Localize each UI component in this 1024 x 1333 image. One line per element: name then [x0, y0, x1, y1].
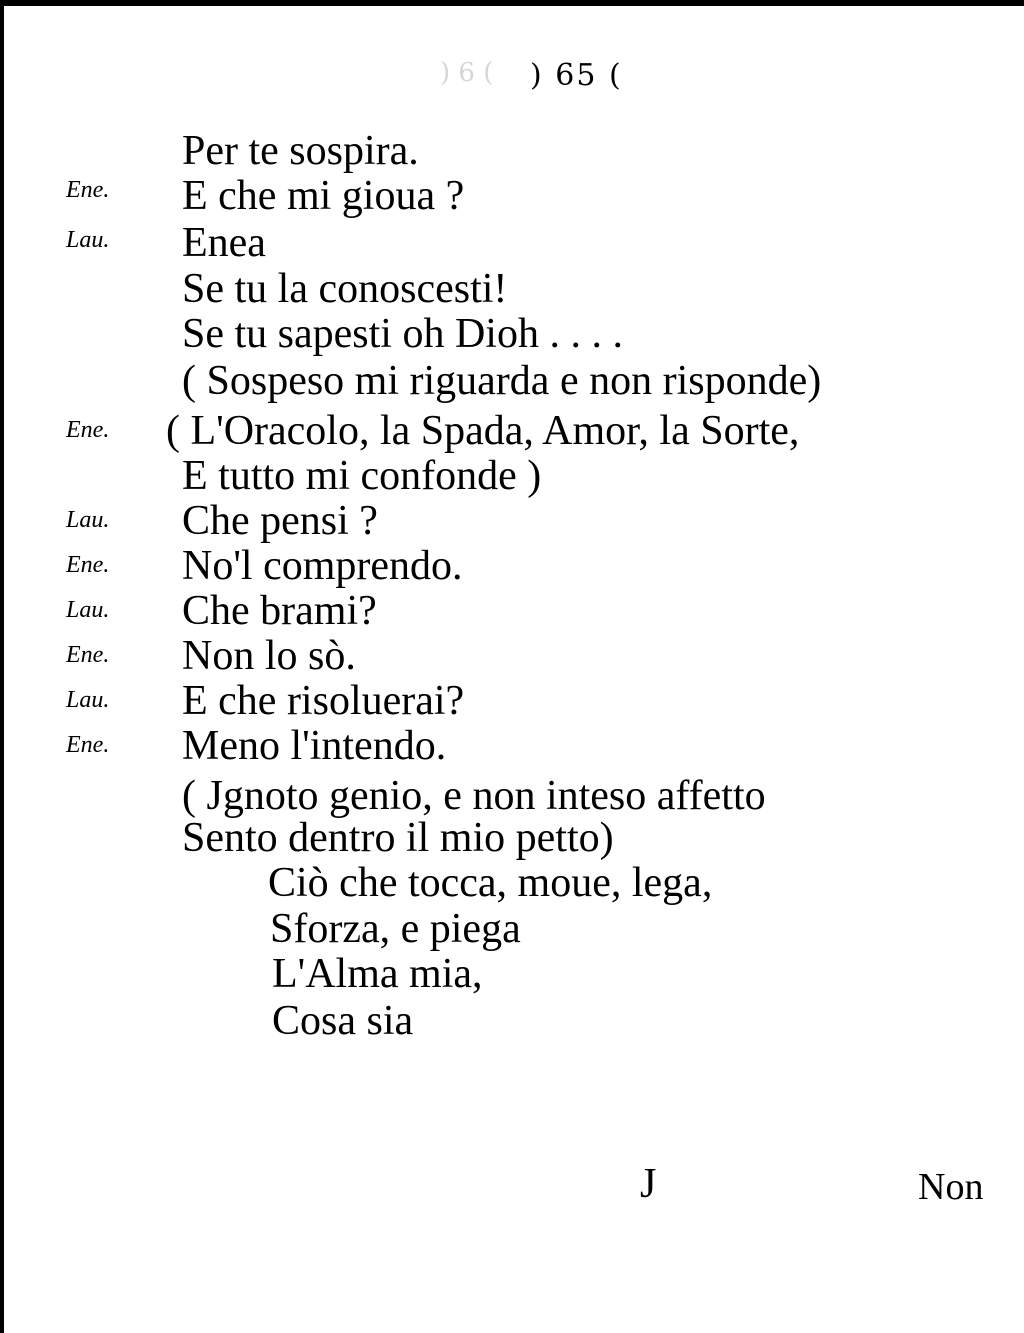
page-number: ) 65 ( — [530, 58, 623, 93]
verse-line: Se tu la conoscesti! — [182, 266, 508, 312]
speaker-label: Ene. — [66, 552, 110, 578]
bleed-through-page-number: ) 6 ( — [440, 58, 494, 88]
speaker-label: Lau. — [66, 227, 110, 253]
verse-line: Meno l'intendo. — [182, 723, 447, 769]
speaker-label: Ene. — [66, 177, 110, 203]
verse-line: E che mi gioua ? — [182, 173, 465, 219]
aria-line: Cosa sia — [272, 998, 414, 1044]
speaker-label: Ene. — [66, 417, 110, 443]
aside-line: Sento dentro il mio petto) — [182, 815, 614, 861]
catchword: Non — [918, 1166, 984, 1208]
aside-line: E tutto mi confonde ) — [182, 453, 542, 499]
speaker-label: Lau. — [66, 687, 110, 713]
speaker-label: Ene. — [66, 732, 110, 758]
signature-mark: J — [640, 1161, 657, 1207]
aside-line: ( L'Oracolo, la Spada, Amor, la Sorte, — [166, 408, 800, 454]
verse-line: Non lo sò. — [182, 633, 356, 679]
verse-line: No'l comprendo. — [182, 543, 463, 589]
aside-line: ( Jgnoto genio, e non inteso affetto — [182, 773, 766, 819]
aria-line: Sforza, e piega — [270, 906, 521, 952]
verse-line: Che pensi ? — [182, 498, 378, 544]
verse-line: E che risoluerai? — [182, 678, 465, 724]
aria-line: L'Alma mia, — [272, 951, 483, 997]
speaker-label: Ene. — [66, 642, 110, 668]
verse-line: Se tu sapesti oh Dioh . . . . — [182, 311, 623, 357]
verse-line: Enea — [182, 220, 266, 266]
stage-direction: ( Sospeso mi riguarda e non risponde) — [182, 358, 822, 404]
verse-line: Per te sospira. — [182, 128, 419, 174]
speaker-label: Lau. — [66, 597, 110, 623]
verse-line: Che brami? — [182, 588, 377, 634]
aria-line: Ciò che tocca, moue, lega, — [268, 860, 713, 906]
speaker-label: Lau. — [66, 507, 110, 533]
